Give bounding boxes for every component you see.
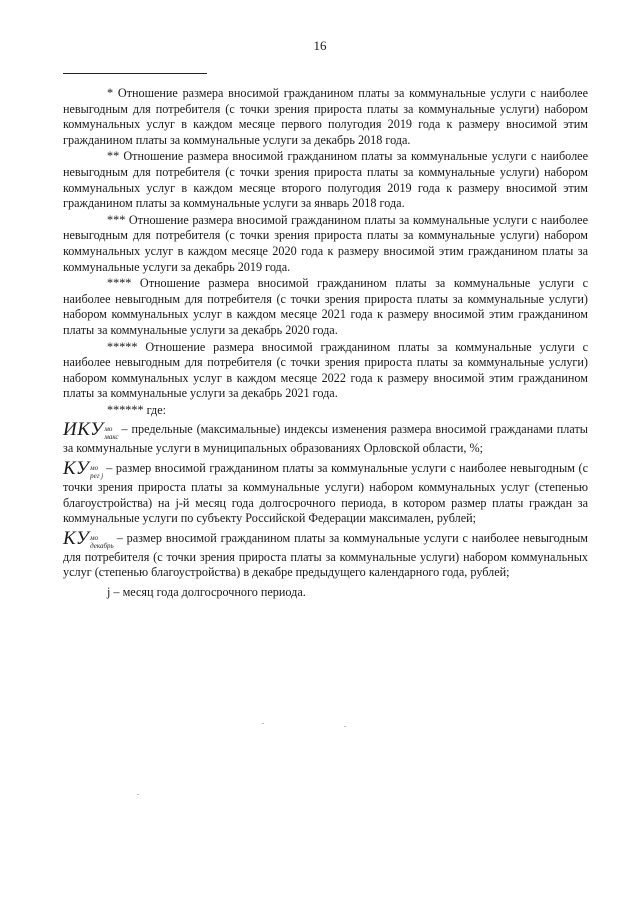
definition-text: – размер вносимой гражданином платы за коммунальные услуги с наиболее невыгодным (с точки зрения прироста платы за коммунальные услуги) набором коммунальных услуг (степенью благоустройства) на j-й месяц года долгосрочного периода, в котором размер платы граждан за коммунальные услуги по субъекту Российской Федерации максимален, рублей; xyxy=(63,461,588,526)
scan-speck xyxy=(137,794,139,795)
footnote-4: **** Отношение размера вносимой гражданином платы за коммунальные услуги с наиболее невыгодным для потребителя (с точки зрения прироста платы за коммунальные услуги) набором коммунальных услуг в каждом месяце 2021 года к размеру вносимой этим гражданином платы за коммунальные услуги за декабрь 2020 года. xyxy=(63,276,588,337)
formula-subscript: декабрь xyxy=(90,541,114,550)
scan-speck xyxy=(344,726,346,727)
formula-subscript: рег j xyxy=(90,472,104,481)
footnote-1: * Отношение размера вносимой гражданином платы за коммунальные услуги с наиболее невыгодным для потребителя (с точки зрения прироста платы за коммунальные услуги) набором коммунальных услуг в каждом месяце первого полугодия 2019 года к размеру вносимой этим гражданином платы за коммунальные услуги за декабрь 2018 года. xyxy=(63,86,588,147)
definition-iku xyxy=(63,419,588,457)
formula-indices xyxy=(90,534,114,550)
definition-text: – предельные (максимальные) индексы изменения размера вносимой гражданами платы за коммунальные услуги в муниципальных образованиях Орловской области, %; xyxy=(63,422,588,456)
definition-ku-december xyxy=(63,527,588,581)
j-note: j – месяц года долгосрочного периода. xyxy=(107,585,306,600)
definitions-list xyxy=(63,419,588,600)
footnote-3: *** Отношение размера вносимой гражданином платы за коммунальные услуги с наиболее невыгодным для потребителя (с точки зрения прироста платы за коммунальные услуги) набором коммунальных услуг в каждом месяце 2020 года к размеру вносимой этим гражданином платы за коммунальные услуги за декабрь 2019 года. xyxy=(63,212,588,274)
footnote-separator xyxy=(63,73,207,74)
page-number: 16 xyxy=(313,38,327,53)
formula-subscript: макс xyxy=(104,433,119,442)
formula-symbol: КУ xyxy=(63,527,90,549)
footnote-2: ** Отношение размера вносимой гражданином платы за коммунальные услуги с наиболее невыгодным для потребителя (с точки зрения прироста платы за коммунальные услуги) набором коммунальных услуг в каждом месяце второго полугодия 2019 года к размеру вносимой этим гражданином платы за коммунальные услуги за январь 2018 года. xyxy=(63,149,588,211)
formula-superscript: мо xyxy=(90,533,99,542)
footnote-5: ***** Отношение размера вносимой гражданином платы за коммунальные услуги с наиболее невыгодным для потребителя (с точки зрения прироста платы за коммунальные услуги) набором коммунальных услуг в каждом месяце 2022 года к размеру вносимой этим гражданином платы за коммунальные услуги за декабрь 2021 года. xyxy=(63,339,588,401)
where-label: ****** где: xyxy=(107,402,166,417)
formula-symbol: ИКУ xyxy=(63,419,104,441)
formula-symbol: КУ xyxy=(63,458,90,480)
formula-superscript: мо xyxy=(90,464,99,473)
definition-ku-reg xyxy=(63,458,588,527)
footnotes-block xyxy=(63,86,588,601)
definition-text: – размер вносимой гражданином платы за коммунальные услуги с наиболее невыгодным для потребителя (с точки зрения прироста платы за коммунальные услуги) набором коммунальных услуг (степенью благоустройства) в декабре предыдущего календарного года, рублей; xyxy=(63,530,588,580)
formula-superscript: мо xyxy=(104,425,113,434)
scan-speck xyxy=(262,723,264,724)
formula-indices xyxy=(90,464,103,480)
formula-indices xyxy=(104,425,118,441)
